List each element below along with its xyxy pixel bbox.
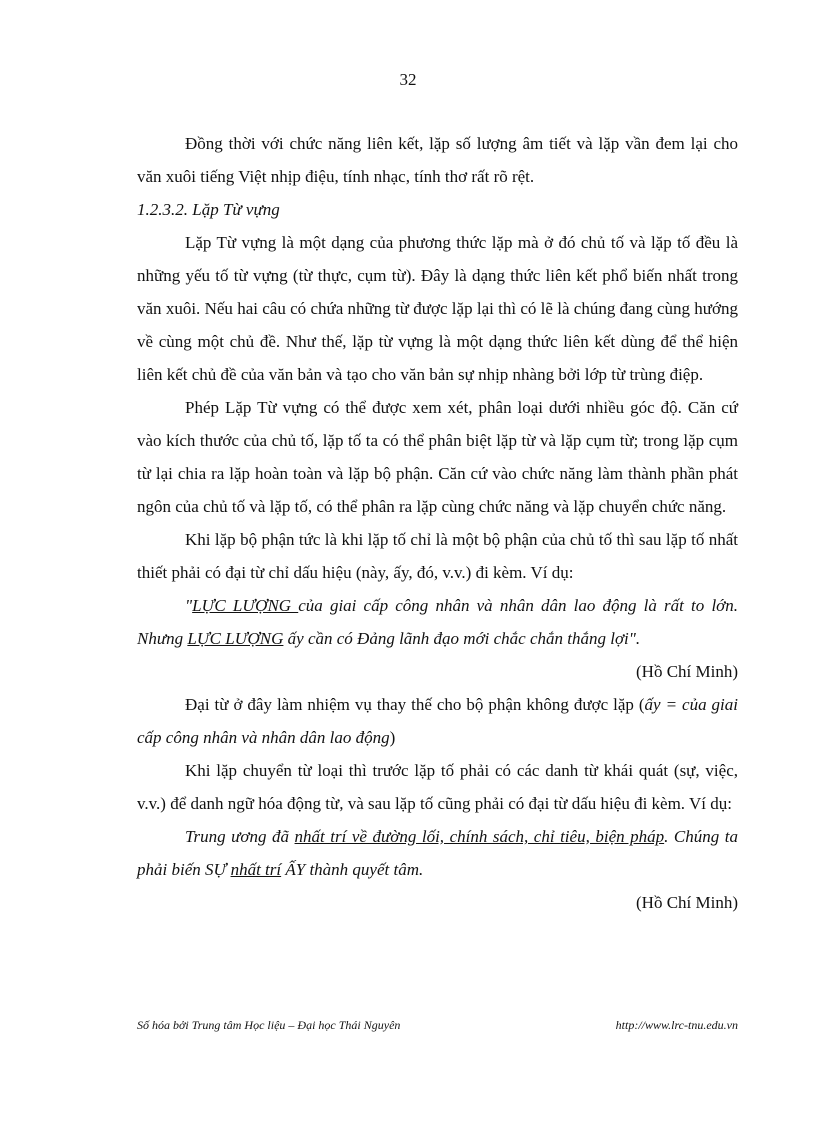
quote-source: (Hồ Chí Minh): [636, 662, 738, 681]
paragraph-2: Lặp Từ vựng là một dạng của phương thức lặp mà ở đó chủ tố và lặp tố đều là những yếu tố từ vựng (từ thực, cụm từ). Đây là dạng thức liên kết phổ biến nhất trong văn xuôi. Nếu hai câu có chứa những từ được lặp lại thì có lẽ là chúng đang cùng hướng về cùng một chủ đề. Như thế, lặp từ vựng là một dạng thức liên kết dùng để thể hiện liên kết chủ đề của văn bản và tạo cho văn bản sự nhịp nhàng bởi lớp từ trùng điệp.: [137, 233, 738, 384]
page-number: 32: [399, 70, 417, 89]
paragraph-text: ): [389, 728, 396, 747]
example-quote-1: [137, 589, 738, 655]
underlined-term: nhất trí về đường lối, chính sách, chỉ tiêu, biện pháp: [294, 827, 665, 846]
section-heading: 1.2.3.2. Lặp Từ vựng: [137, 200, 280, 219]
example-quote-2: [137, 820, 738, 886]
paragraph-3: Phép Lặp Từ vựng có thể được xem xét, phân loại dưới nhiều góc độ. Căn cứ vào kích thước của chủ tố, lặp tố ta có thể phân biệt lặp từ và lặp cụm từ; trong lặp cụm từ lại chia ra lặp hoàn toàn và lặp bộ phận. Căn cứ vào chức năng làm thành phần phát ngôn của chủ tố và lặp tố, có thể phân ra lặp cùng chức năng và lặp chuyển chức năng.: [137, 398, 738, 516]
paragraph-text: Đại từ ở đây làm nhiệm vụ thay thế cho bộ phận không được lặp (: [185, 695, 645, 714]
quote-text: . Chúng ta phải biến SỰ: [137, 827, 738, 879]
underlined-term: nhất trí: [230, 860, 282, 879]
paragraph-1: Đồng thời với chức năng liên kết, lặp số lượng âm tiết và lặp vần đem lại cho văn xuôi tiếng Việt nhịp điệu, tính nhạc, tính thơ rất rõ rệt.: [137, 134, 738, 186]
underlined-term: LỰC LƯỢNG: [192, 596, 299, 615]
paragraph-6: Khi lặp chuyển từ loại thì trước lặp tố phải có các danh từ khái quát (sự, việc, v.v.) để danh ngữ hóa động từ, và sau lặp tố cũng phải có đại từ dấu hiệu đi kèm. Ví dụ:: [137, 761, 738, 813]
italic-note: ấy = của giai cấp công nhân và nhân dân lao động: [137, 695, 739, 747]
paragraph-4: Khi lặp bộ phận tức là khi lặp tố chỉ là một bộ phận của chủ tố thì sau lặp tố nhất thiết phải có đại từ chỉ dấu hiệu (này, ấy, đó, v.v.) đi kèm. Ví dụ:: [137, 530, 738, 582]
paragraph-5: [137, 688, 738, 754]
underlined-term: LỰC LƯỢNG: [187, 629, 284, 648]
quote-text: ấy cần có Đảng lãnh đạo mới chắc chắn thắng lợi".: [283, 629, 641, 648]
quote-text: Trung ương đã: [185, 827, 295, 846]
body-text: [137, 127, 738, 919]
footer-url: http://www.lrc-tnu.edu.vn: [615, 1018, 738, 1032]
quote-open-mark: ": [185, 596, 193, 615]
quote-source: (Hồ Chí Minh): [636, 893, 738, 912]
quote-text: của giai cấp công nhân và nhân dân lao động là rất to lớn. Nhưng: [137, 596, 738, 648]
footer-credit: Số hóa bởi Trung tâm Học liệu – Đại học Thái Nguyên: [137, 1018, 401, 1032]
quote-text: ẤY thành quyết tâm.: [281, 860, 424, 879]
